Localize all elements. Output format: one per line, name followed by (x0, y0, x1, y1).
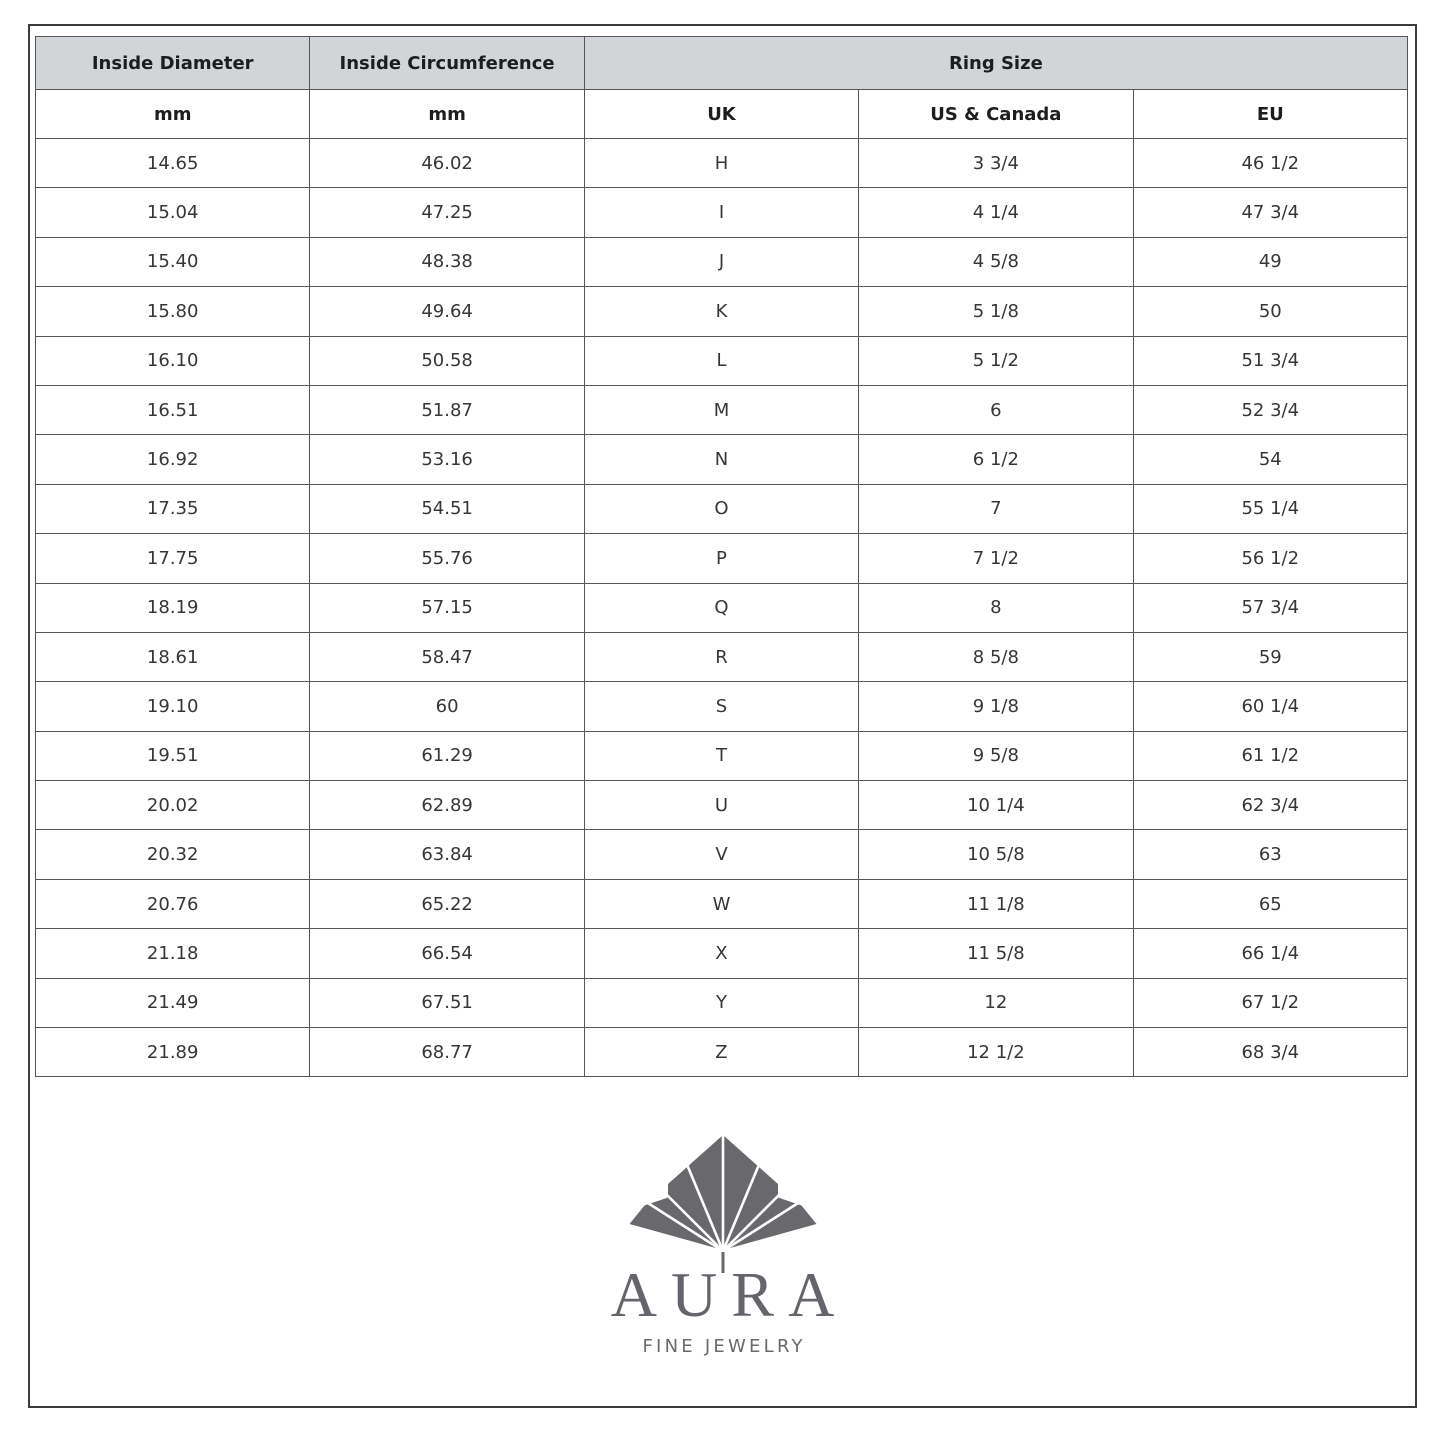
table-cell: 14.65 (36, 139, 310, 188)
table-cell: 53.16 (310, 435, 584, 484)
table-row (36, 583, 1408, 632)
table-row (36, 336, 1408, 385)
table-row (36, 978, 1408, 1027)
table-cell: 59 (1133, 632, 1407, 681)
table-cell: 16.92 (36, 435, 310, 484)
header-group-row (36, 37, 1408, 90)
table-cell: 21.89 (36, 1028, 310, 1077)
header-ring-size: Ring Size (584, 37, 1407, 90)
header-inside-diameter: Inside Diameter (36, 37, 310, 90)
table-cell: 65.22 (310, 879, 584, 928)
subheader-mm-diameter: mm (36, 90, 310, 139)
table-cell: 4 1/4 (859, 188, 1133, 237)
table-row (36, 188, 1408, 237)
table-cell: 66 1/4 (1133, 929, 1407, 978)
table-cell: 52 3/4 (1133, 385, 1407, 434)
table-cell: 19.51 (36, 731, 310, 780)
table-cell: 46.02 (310, 139, 584, 188)
table-cell: 12 1/2 (859, 1028, 1133, 1077)
table-row (36, 1028, 1408, 1077)
subheader-uk: UK (584, 90, 858, 139)
table-cell: 60 (310, 682, 584, 731)
table-cell: J (584, 237, 858, 286)
fan-gem-icon (628, 1127, 818, 1279)
table-cell: 6 (859, 385, 1133, 434)
table-cell: 51.87 (310, 385, 584, 434)
table-cell: 63 (1133, 830, 1407, 879)
table-cell: K (584, 287, 858, 336)
brand-logo (0, 1127, 1445, 1358)
table-cell: 62 3/4 (1133, 781, 1407, 830)
table-cell: 20.32 (36, 830, 310, 879)
header-inside-circumference: Inside Circumference (310, 37, 584, 90)
table-cell: 15.80 (36, 287, 310, 336)
table-cell: 55 1/4 (1133, 484, 1407, 533)
table-cell: 18.61 (36, 632, 310, 681)
table-cell: 48.38 (310, 237, 584, 286)
table-body (36, 139, 1408, 1077)
table-cell: 63.84 (310, 830, 584, 879)
table-cell: 5 1/2 (859, 336, 1133, 385)
table-header (36, 37, 1408, 139)
table-cell: 17.35 (36, 484, 310, 533)
table-cell: 20.02 (36, 781, 310, 830)
table-cell: 9 1/8 (859, 682, 1133, 731)
table-cell: M (584, 385, 858, 434)
table-cell: 55.76 (310, 534, 584, 583)
table-cell: 5 1/8 (859, 287, 1133, 336)
table-cell: 9 5/8 (859, 731, 1133, 780)
table-cell: 49 (1133, 237, 1407, 286)
table-cell: 7 (859, 484, 1133, 533)
table-cell: L (584, 336, 858, 385)
table-row (36, 534, 1408, 583)
table-cell: 20.76 (36, 879, 310, 928)
table-row (36, 632, 1408, 681)
table-cell: 54 (1133, 435, 1407, 484)
table-cell: 67 1/2 (1133, 978, 1407, 1027)
table-cell: 11 1/8 (859, 879, 1133, 928)
table-row (36, 287, 1408, 336)
table-cell: 3 3/4 (859, 139, 1133, 188)
brand-tagline: FINE JEWELRY (642, 1336, 806, 1357)
table-cell: 61 1/2 (1133, 731, 1407, 780)
table-cell: 57 3/4 (1133, 583, 1407, 632)
table-cell: 47.25 (310, 188, 584, 237)
table-cell: 8 (859, 583, 1133, 632)
table-cell: 17.75 (36, 534, 310, 583)
table-cell: 15.04 (36, 188, 310, 237)
brand-name: AURA (610, 1259, 849, 1330)
table-cell: 21.18 (36, 929, 310, 978)
table-cell: V (584, 830, 858, 879)
table-cell: 46 1/2 (1133, 139, 1407, 188)
table-cell: 6 1/2 (859, 435, 1133, 484)
table-cell: 15.40 (36, 237, 310, 286)
table-row (36, 484, 1408, 533)
ring-size-table (35, 36, 1408, 1077)
table-cell: O (584, 484, 858, 533)
table-cell: H (584, 139, 858, 188)
table-row (36, 830, 1408, 879)
table-cell: 8 5/8 (859, 632, 1133, 681)
table-row (36, 879, 1408, 928)
table-cell: 66.54 (310, 929, 584, 978)
table-row (36, 929, 1408, 978)
table-cell: 61.29 (310, 731, 584, 780)
table-cell: 67.51 (310, 978, 584, 1027)
table-cell: 18.19 (36, 583, 310, 632)
table-cell: W (584, 879, 858, 928)
table-row (36, 682, 1408, 731)
table-cell: X (584, 929, 858, 978)
subheader-mm-circumference: mm (310, 90, 584, 139)
table-cell: 4 5/8 (859, 237, 1133, 286)
table-row (36, 435, 1408, 484)
table-cell: 7 1/2 (859, 534, 1133, 583)
table-cell: 56 1/2 (1133, 534, 1407, 583)
table-row (36, 781, 1408, 830)
table-cell: 50.58 (310, 336, 584, 385)
table-cell: 10 5/8 (859, 830, 1133, 879)
table-cell: 11 5/8 (859, 929, 1133, 978)
table-cell: S (584, 682, 858, 731)
table-row (36, 731, 1408, 780)
table-cell: T (584, 731, 858, 780)
table-cell: 21.49 (36, 978, 310, 1027)
subheader-us-canada: US & Canada (859, 90, 1133, 139)
table-cell: Z (584, 1028, 858, 1077)
table-cell: 60 1/4 (1133, 682, 1407, 731)
table-cell: 68 3/4 (1133, 1028, 1407, 1077)
table-row (36, 385, 1408, 434)
table-row (36, 237, 1408, 286)
table-cell: 62.89 (310, 781, 584, 830)
table-cell: 16.51 (36, 385, 310, 434)
table-cell: I (584, 188, 858, 237)
table-cell: 54.51 (310, 484, 584, 533)
table-cell: 10 1/4 (859, 781, 1133, 830)
table-cell: 47 3/4 (1133, 188, 1407, 237)
table-cell: 49.64 (310, 287, 584, 336)
table-cell: 68.77 (310, 1028, 584, 1077)
table-row (36, 139, 1408, 188)
subheader-eu: EU (1133, 90, 1407, 139)
table-cell: 16.10 (36, 336, 310, 385)
table-cell: Q (584, 583, 858, 632)
header-unit-row (36, 90, 1408, 139)
table-cell: U (584, 781, 858, 830)
table-cell: 12 (859, 978, 1133, 1027)
table-cell: 65 (1133, 879, 1407, 928)
table-cell: P (584, 534, 858, 583)
table-cell: R (584, 632, 858, 681)
table-cell: 19.10 (36, 682, 310, 731)
table-cell: 57.15 (310, 583, 584, 632)
table-cell: N (584, 435, 858, 484)
table-cell: 50 (1133, 287, 1407, 336)
table-cell: 58.47 (310, 632, 584, 681)
table-cell: Y (584, 978, 858, 1027)
table-cell: 51 3/4 (1133, 336, 1407, 385)
